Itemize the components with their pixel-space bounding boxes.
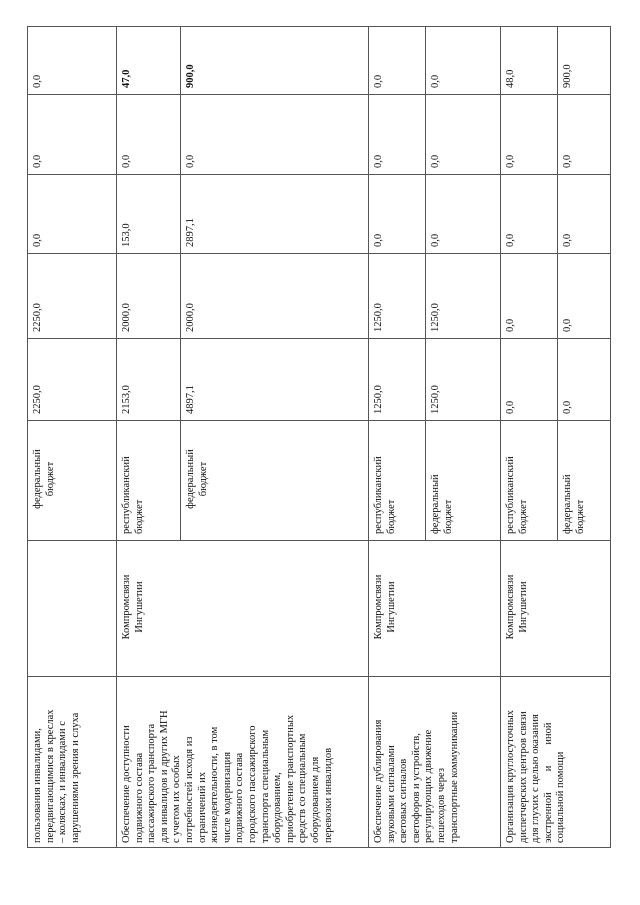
year2014-cell	[121, 223, 134, 247]
value: 0,0	[562, 318, 573, 332]
value: 0,0	[32, 74, 43, 88]
measure-cell	[32, 709, 82, 843]
value: 1250,0	[373, 303, 384, 332]
table-border-bottom	[27, 847, 610, 848]
col-sep-2014	[27, 253, 610, 254]
text-line: для инвалидов и других МГН	[158, 710, 170, 843]
year2016-cell	[121, 70, 134, 88]
text-line: – колясках, и инвалидами с	[57, 721, 69, 843]
col-sep-source	[27, 540, 610, 541]
source-cell	[430, 474, 455, 534]
row-sep-2	[368, 26, 369, 848]
text-line: бюджет	[133, 499, 145, 534]
text-line: Компромсвязи	[373, 574, 384, 640]
text-line: жизнедеятельности, в том	[209, 726, 221, 843]
text-line: диспетчерских центров связи	[517, 711, 529, 843]
year2013-cell	[185, 303, 198, 332]
total-cell	[430, 385, 443, 414]
year2014-cell	[562, 234, 575, 247]
source-cell	[185, 424, 210, 534]
executor-cell	[373, 544, 398, 670]
text-line: потребностей исходя из	[183, 736, 195, 843]
executor-cell	[121, 544, 146, 670]
value: 1250,0	[430, 385, 441, 414]
text-line: для глухих с целью оказания	[530, 714, 542, 843]
text-line: средств со специальным	[297, 733, 309, 843]
year2015-cell	[185, 155, 198, 168]
year2015-cell	[562, 155, 575, 168]
col-sep-executor	[27, 676, 610, 677]
text-line: оборудованием,	[272, 772, 284, 843]
year2015-cell	[373, 155, 386, 168]
text-line: Компромсвязи	[121, 574, 132, 640]
value: 2000,0	[185, 303, 196, 332]
text-line: пользования инвалидами,	[32, 728, 43, 843]
value: 2250,0	[32, 385, 43, 414]
text-line: бюджет	[517, 499, 529, 534]
year2013-cell	[373, 303, 386, 332]
value: 0,0	[32, 154, 43, 168]
value: 0,0	[430, 154, 441, 168]
value: 2153,0	[121, 385, 132, 414]
subrow-sep-r4	[557, 26, 558, 541]
value: 2250,0	[32, 303, 43, 332]
year2016-cell	[430, 75, 443, 88]
text-line: социальной помощи	[555, 751, 567, 843]
text-line: транспортные коммуникации	[448, 711, 460, 843]
year2013-cell	[430, 303, 443, 332]
text-line: федеральный	[430, 474, 441, 534]
value: 2897,1	[185, 218, 196, 247]
year2015-cell	[430, 155, 443, 168]
source-cell	[505, 456, 530, 534]
measure-cell	[121, 710, 335, 843]
year2013-cell	[505, 319, 518, 332]
year2016-cell	[185, 64, 198, 88]
value: 0,0	[505, 318, 516, 332]
value: 2000,0	[121, 303, 132, 332]
value: 1250,0	[373, 385, 384, 414]
text-line: республиканский	[505, 456, 516, 534]
measure-cell	[373, 712, 461, 843]
value: 0,0	[505, 233, 516, 247]
table-border-top	[27, 26, 610, 27]
row-sep-1	[116, 26, 117, 848]
total-cell	[121, 385, 134, 414]
text-line: оборудованием для	[309, 756, 321, 843]
text-line: федеральный	[185, 449, 196, 509]
col-sep-total	[27, 420, 610, 421]
text-line: подвижного состава	[133, 752, 145, 843]
value: 0,0	[430, 233, 441, 247]
text-line: с учетом их особых	[171, 755, 183, 843]
year2015-cell	[32, 155, 45, 168]
value: 0,0	[373, 233, 384, 247]
year2014-cell	[505, 234, 518, 247]
value: 48,0	[505, 69, 516, 88]
text-line: бюджет	[442, 499, 454, 534]
text-line: пассажирского транспорта	[146, 723, 158, 843]
table-border-right	[610, 26, 611, 848]
col-sep-2013	[27, 338, 610, 339]
row-sep-3	[500, 26, 501, 848]
text-line: транспорта специальным	[259, 729, 271, 843]
text-line: Обеспечение дублирования	[373, 719, 384, 843]
value: 0,0	[562, 154, 573, 168]
text-line: бюджет	[574, 499, 586, 534]
text-line: Обеспечение доступности	[121, 725, 132, 843]
value: 0,0	[505, 154, 516, 168]
year2016-cell	[505, 70, 518, 88]
text-line: федеральный	[32, 449, 43, 509]
value: 0,0	[562, 233, 573, 247]
source-cell	[32, 424, 57, 534]
year2016-cell	[562, 64, 575, 88]
year2013-cell	[121, 303, 134, 332]
value: 0,0	[505, 400, 516, 414]
text-line: республиканский	[121, 456, 132, 534]
text-line: нарушениями зрения и слуха	[69, 712, 81, 843]
total-cell	[373, 385, 386, 414]
year2014-cell	[373, 234, 386, 247]
value: 900,0	[562, 64, 573, 88]
year2013-cell	[32, 303, 45, 332]
text-line: звуковыми сигналами	[385, 745, 397, 843]
text-line: экстренной и иной	[542, 722, 554, 843]
year2014-cell	[430, 234, 443, 247]
text-line: регулирующих движение	[423, 729, 435, 843]
text-line: передвигающимися в креслах	[44, 709, 56, 843]
value: 4897,1	[185, 385, 196, 414]
text-line: бюджет	[197, 461, 209, 497]
col-sep-2015	[27, 174, 610, 175]
value: 0,0	[185, 154, 196, 168]
text-line: Компромсвязи	[505, 574, 516, 640]
text-line: пешеходов через	[435, 768, 447, 843]
subrow-sep-r2	[180, 26, 181, 541]
text-line: числе модернизация	[221, 751, 233, 843]
source-cell	[562, 474, 587, 534]
value: 0,0	[32, 233, 43, 247]
total-cell	[562, 401, 575, 414]
source-cell	[121, 456, 146, 534]
year2013-cell	[562, 319, 575, 332]
value: 0,0	[373, 74, 384, 88]
value: 0,0	[562, 400, 573, 414]
value: 900,0	[185, 64, 196, 88]
total-cell	[185, 385, 198, 414]
text-line: Ингушетии	[385, 581, 397, 633]
year2015-cell	[505, 155, 518, 168]
measure-cell	[505, 710, 568, 843]
text-line: Организация круглосуточных	[505, 710, 516, 843]
value: 0,0	[373, 154, 384, 168]
text-line: приобретение транспортных	[284, 714, 296, 843]
value: 0,0	[121, 154, 132, 168]
year2015-cell	[121, 155, 134, 168]
text-line: бюджет	[44, 461, 56, 497]
text-line: бюджет	[385, 499, 397, 534]
text-line: подвижного состава	[234, 752, 246, 843]
col-sep-2016	[27, 94, 610, 95]
year2014-cell	[32, 234, 45, 247]
year2014-cell	[185, 218, 198, 247]
table-border-left	[27, 26, 28, 848]
text-line: световых сигналов	[398, 758, 410, 843]
text-line: Ингушетии	[133, 581, 145, 633]
value: 47,0	[121, 69, 132, 88]
text-line: светофоров и устройств,	[410, 733, 422, 843]
value: 0,0	[430, 74, 441, 88]
text-line: федеральный	[562, 474, 573, 534]
text-line: республиканский	[373, 456, 384, 534]
total-cell	[32, 385, 45, 414]
text-line: городского пассажирского	[246, 725, 258, 843]
text-line: Ингушетии	[517, 581, 529, 633]
executor-cell	[505, 544, 530, 670]
year2016-cell	[373, 75, 386, 88]
source-cell	[373, 456, 398, 534]
subrow-sep-r3	[425, 26, 426, 541]
value: 153,0	[121, 223, 132, 247]
value: 1250,0	[430, 303, 441, 332]
text-line: перевозки инвалидов	[322, 747, 334, 843]
text-line: ограничений их	[196, 772, 208, 843]
year2016-cell	[32, 75, 45, 88]
total-cell	[505, 401, 518, 414]
